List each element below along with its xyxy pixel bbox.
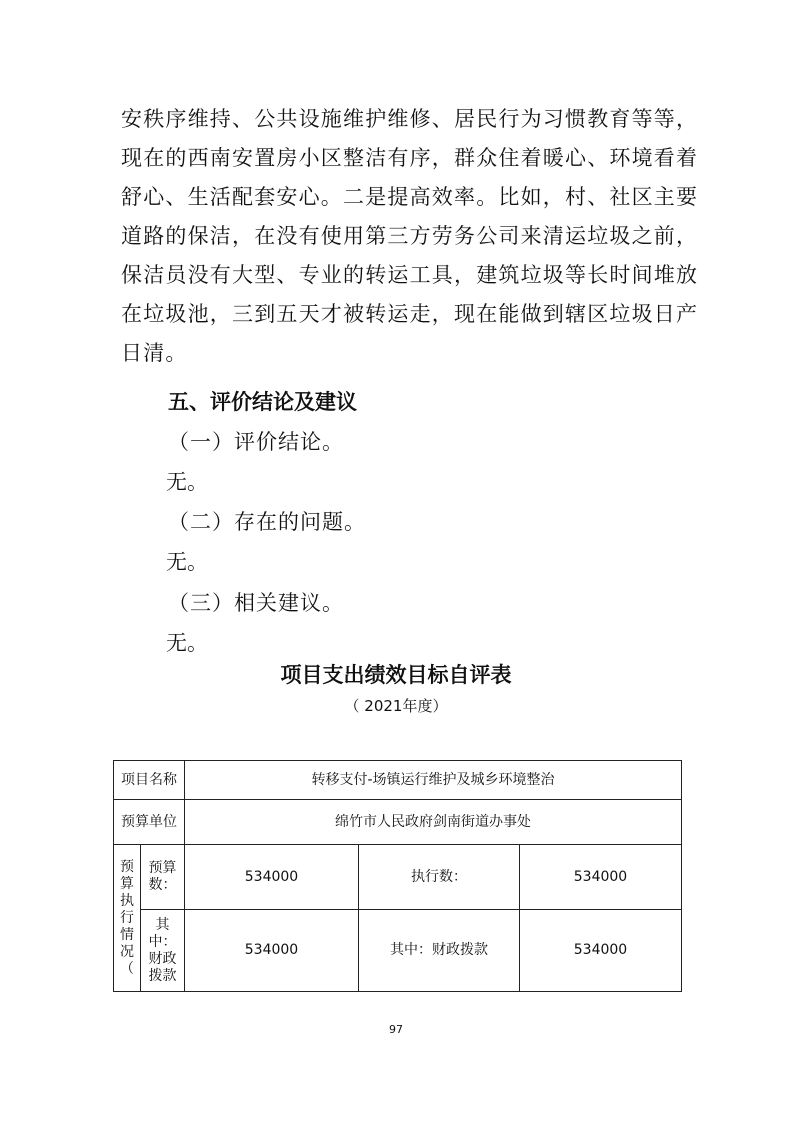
- self-evaluation-table: [113, 760, 682, 992]
- exec-num-label: 执行数：: [358, 844, 520, 910]
- subsection-text: 无。: [166, 550, 208, 574]
- subsection-text: 无。: [166, 470, 208, 494]
- budget-num-label: 预算数：: [140, 844, 185, 910]
- table-title: 项目支出绩效目标自评表: [280, 663, 512, 687]
- budget-num-value: 534000: [184, 844, 359, 910]
- fiscal-label: 其中：财政拨款: [140, 909, 185, 992]
- paragraph-line: 在垃圾池，三到五天才被转运走，现在能做到辖区垃圾日产: [121, 302, 699, 326]
- fiscal-exec-label: 其中：财政拨款: [358, 909, 520, 992]
- fiscal-value: 534000: [184, 909, 359, 992]
- paragraph-line: 道路的保洁，在没有使用第三方劳务公司来清运垃圾之前，: [121, 224, 699, 248]
- paragraph-line: 保洁员没有大型、专业的转运工具，建筑垃圾等长时间堆放: [121, 263, 699, 287]
- subsection-text: 无。: [166, 631, 208, 655]
- paragraph-line: 现在的西南安置房小区整洁有序，群众住着暖心、环境看着: [121, 146, 699, 170]
- subsection-heading: （一）评价结论。: [168, 430, 344, 454]
- fiscal-exec-value: 534000: [519, 909, 682, 992]
- paragraph-line: 日清。: [121, 341, 188, 365]
- section-heading: 五、评价结论及建议: [168, 390, 357, 414]
- project-name-value: 转移支付-场镇运行维护及城乡环境整治: [184, 760, 682, 800]
- exec-num-value: 534000: [519, 844, 682, 910]
- paragraph-line: 安秩序维持、公共设施维护维修、居民行为习惯教育等等，: [121, 107, 699, 131]
- subsection-heading: （二）存在的问题。: [168, 510, 366, 534]
- exec-situation-label: 预算执行情况（: [113, 844, 141, 992]
- project-name-label: 项目名称: [113, 760, 185, 800]
- subsection-heading: （三）相关建议。: [168, 591, 344, 615]
- budget-unit-value: 绵竹市人民政府剑南街道办事处: [184, 799, 682, 845]
- budget-unit-label: 预算单位: [113, 799, 185, 845]
- body-paragraph: [121, 100, 699, 373]
- table-year: （ 2021年度）: [344, 697, 448, 715]
- page-number: 97: [389, 1023, 403, 1036]
- paragraph-line: 舒心、生活配套安心。二是提高效率。比如，村、社区主要: [121, 185, 699, 209]
